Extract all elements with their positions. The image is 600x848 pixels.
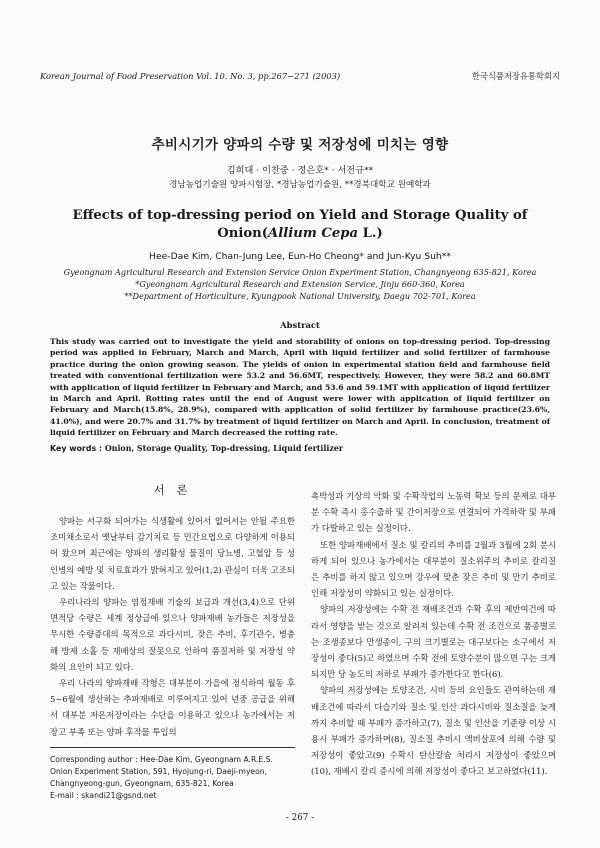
- title-english-end: L.): [358, 226, 383, 241]
- body-paragraph: 양파는 서구화 되어가는 식생활에 있어서 없어서는 안될 주요한 조미채소로서 옛날부터 감기치료 등 민간요법으로 다양하게 이용되어 왔으며 최근에는 양파의 생리활성 물질이 당뇨병, 고혈압 등 성인병의 예방 및 치료효과가 밝혀지고 있어(1,2) 관심이 더욱 고조되고 있는 작물이다.: [50, 516, 295, 591]
- body-paragraph: 양파의 저장성에는 토양조건, 시비 등의 요인들도 관여하는데 재배조건에 따라서 다습기와 질소 및 인산 과다시비와 질소질을 늦게까지 추비할 때 부패가 증가하고(7), 질소 및 인산을 기준량 이상 시용시 부패가 증가하며(8), 질소질 추비시 액비살포에 의해 수량 및 저장성이 좋았고(9) 수확시 탄산칼슘 처리시 저장성이 좋았으며(10), 재배시 칼리 증시에 의해 저장성이 좋다고 보고하였다(11).: [311, 685, 556, 777]
- authors-korean: 김희대 · 이찬중 · 정은호* · 서전규**: [226, 165, 374, 176]
- affiliations-english: [0, 266, 600, 302]
- affiliation-line: Gyeongnam Agricultural Research and Extension Service Onion Experiment Station, Changnyeong 635-821, Korea: [63, 267, 537, 277]
- affiliation-line: *Gyeongnam Agricultural Research and Extension Service, Jinju 660-360, Korea: [135, 279, 465, 289]
- title-korean: 추비시기가 양파의 수량 및 저장성에 미치는 영향: [151, 137, 449, 153]
- title-english-species: Allium Cepa: [267, 226, 359, 241]
- journal-citation: Korean Journal of Food Preservation Vol. 10. No. 3, pp.267~271 (2003): [40, 71, 341, 81]
- body-paragraph: 촉박성과 기상의 악화 및 수확작업의 노동력 확보 등의 문제로 대부분 수확 즉시 홍수출하 및 간이저장으로 연결되어 가격하락 및 부패가 다발하고 있는 실정이다.: [311, 491, 556, 534]
- title-english-onion: Onion(: [217, 226, 268, 241]
- body-paragraph: 또한 양파재배에서 질소 및 칼리의 추비를 2월과 3월에 2회 분시하게 되어 있으나 농가에서는 대부분이 질소위주의 추비로 칼리질은 추비를 하지 않고 있으며 강우에 맞춘 잦은 추비 및 만기 추비로 인해 저장성이 약화되고 있는 실정이다.: [311, 539, 556, 599]
- footnote-line: Changnyeong-gun, Gyeongnam, 635-821, Korea: [50, 779, 234, 788]
- body-paragraph: 우리나라의 양파는 염정재배 기술의 보급과 개선(3,4)으로 단위면적당 수량은 세계 정상급에 있으나 양파재배 농가들은 저장성을 무시한 수량증대의 목적으로 과다시비, 잦은 추비, 후기관수, 병충해 방제 소홀 등 재배상의 잘못으로 인하여 품질저하 및 저장성 약화의 요인이 되고 있다.: [50, 597, 295, 672]
- abstract-heading: Abstract: [280, 320, 320, 330]
- running-header: [40, 70, 560, 82]
- keywords-label: Key words :: [50, 444, 103, 453]
- title-english-line2: [0, 225, 600, 243]
- keywords-list: Onion, Storage Quality, Top-dressing, Liquid fertilizer: [104, 444, 344, 453]
- title-english-line1: Effects of top-dressing period on Yield and Storage Quality of: [72, 208, 528, 223]
- body-paragraph: 우리 나라의 양파재배 작형은 대부분이 가을에 정식하여 월동 후 5~6월에 생산하는 추파재배로 이루어지고 있어 년중 공급을 위해서 대부분 저온저장이라는 수단을 이용하고 있으나 농가에서는 저장고 부족 또는 양파 후작물 투입의: [50, 678, 295, 737]
- left-column-body: [50, 513, 295, 740]
- footnote-line: Onion Experiment Station, 591, Hyojung-ri, Daeji-myeon,: [50, 767, 267, 776]
- page-number: - 267 -: [285, 813, 315, 823]
- keywords-line: [50, 444, 343, 453]
- society-name: 한국식품저장유통학회지: [471, 71, 560, 81]
- affiliation-korean: 경남농업기술원 양파시험장, *경남농업기술원, **경북대학교 원예학과: [169, 180, 431, 190]
- title-english: [0, 207, 600, 243]
- corresponding-author-footnote: [50, 754, 298, 802]
- footnote-email: E-mail : skandi21@gsnd.net: [50, 791, 157, 800]
- right-column-body: [311, 488, 556, 780]
- footnote-divider: [50, 747, 295, 748]
- affiliation-line: **Department of Horticulture, Kyungpook National University, Daegu 702-701, Korea: [124, 291, 476, 301]
- authors-english: Hee-Dae Kim, Chan-Jung Lee, Eun-Ho Cheong* and Jun-Kyu Suh**: [149, 251, 451, 262]
- body-paragraph: 양파의 저장성에는 수확 전 재배조건과 수확 후의 제반여건에 따라서 영향을 받는 것으로 알려져 있는데 수확 전 조건으로 품종별로는 조생종보다 만생종이, 구의 크기별로는 대구보다는 소구에서 저장성이 좋다(5)고 하였으며 수확 전에 토양수분이 많으면 구는 크게 되지만 당 농도의 저하로 부패가 증가한다고 한다(6).: [311, 604, 556, 680]
- footnote-line: Corresponding author : Hee-Dae Kim, Gyeongnam A.R.E.S.: [50, 755, 273, 764]
- section-heading-introduction: 서 론: [153, 483, 192, 497]
- abstract-body: This study was carried out to investigate the yield and storability of onions on top-dressing period. Top-dressing period was applied in February, March and March, April with liquid fertilizer and solid fertilizer of farmhouse practice during the onion growing season. The yields of onion in experimental station field and farmhouse field treated with conventional fertilization were 53.2 and 56.6MT, respectively. However, they were 58.2 and 60.8MT with application of liquid fertilizer in February and March, and 53.6 and 59.1MT with application of liquid fertilizer in March and April. Rotting rates until the end of August were lower with application of liquid fertilizer on February and March(15.8%, 28.9%), compared with application of solid fertilizer by farmhouse practice(23.6%, 41.0%), and were 20.7% and 31.7% by treatment of liquid fertilizer on March and April. In conclusion, treatment of liquid fertilizer on February and March decreased the rotting rate.: [50, 337, 550, 438]
